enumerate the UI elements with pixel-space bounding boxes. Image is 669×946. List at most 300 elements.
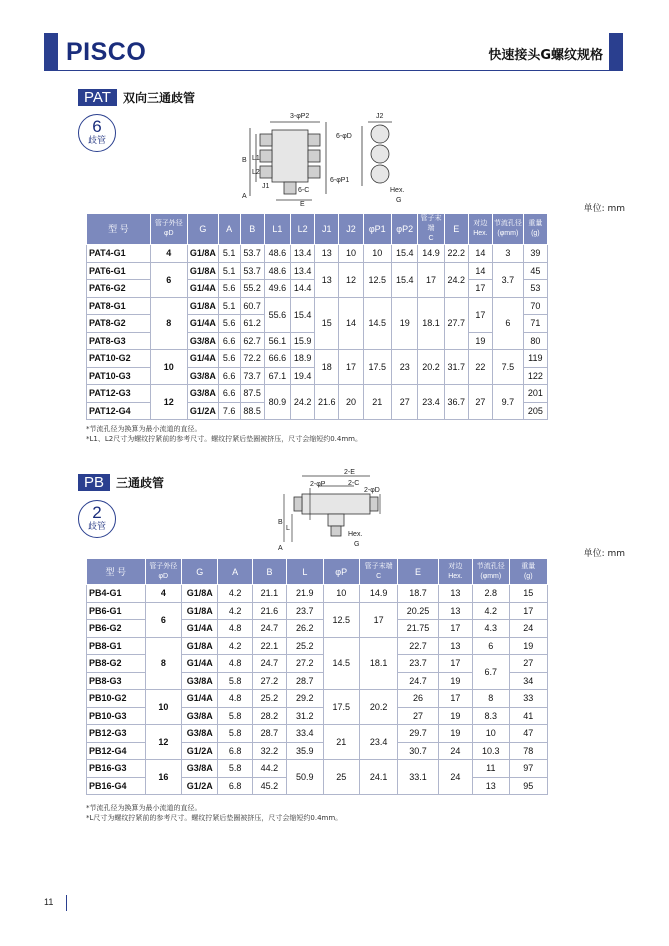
table-cell: 10 [150, 350, 187, 385]
table-cell: 25 [323, 760, 359, 795]
table-cell: 53.7 [240, 245, 264, 263]
pat-column-header: L1 [264, 214, 290, 245]
table-cell: 21.6 [315, 385, 339, 420]
pat-column-header: 重量 (g) [523, 214, 547, 245]
table-cell: 201 [523, 385, 547, 403]
pat-badge-label: 歧管 [87, 136, 106, 146]
pat-column-header: J1 [315, 214, 339, 245]
table-cell: 19 [509, 637, 548, 655]
model-cell: PB16-G4 [87, 777, 146, 795]
pat-header-row [87, 214, 548, 245]
pb-section-heading [78, 474, 164, 491]
table-cell: 22.1 [252, 637, 286, 655]
table-cell: 55.6 [264, 297, 290, 332]
table-cell: 33.4 [287, 725, 323, 743]
table-cell: 66.6 [264, 350, 290, 368]
table-cell: 5.8 [218, 707, 252, 725]
pb-badge-label: 歧管 [87, 522, 106, 532]
table-cell: 10 [323, 585, 359, 603]
table-cell: 15.4 [291, 297, 315, 332]
pb-diagram-label: B [278, 519, 283, 526]
table-cell: 27 [509, 655, 548, 673]
table-cell: 30.7 [398, 742, 438, 760]
table-cell: 11 [473, 760, 509, 778]
model-cell: PB12-G3 [87, 725, 146, 743]
table-cell: G1/2A [182, 777, 218, 795]
table-cell: 14 [339, 297, 363, 350]
pat-column-header: 管子外径 φD [150, 214, 187, 245]
table-cell: 17 [418, 262, 444, 297]
table-cell: 12 [339, 262, 363, 297]
table-cell: G1/8A [182, 602, 218, 620]
pb-column-header: 管子末端 C [359, 559, 397, 585]
pb-diagram-label: 2-φP [310, 481, 326, 488]
table-cell: 32.2 [252, 742, 286, 760]
table-cell: G1/2A [187, 402, 218, 420]
brand-logo: PISCO [66, 38, 147, 66]
model-cell: PAT8-G3 [87, 332, 151, 350]
pat-column-header: B [240, 214, 264, 245]
table-cell: 12.5 [363, 262, 392, 297]
table-cell: 18.7 [398, 585, 438, 603]
table-cell: 12 [150, 385, 187, 420]
table-cell: 33 [509, 690, 548, 708]
table-row [87, 350, 548, 368]
table-cell: 4.8 [218, 620, 252, 638]
table-row [87, 690, 548, 708]
page-title: 快速接头G螺纹规格 [488, 48, 603, 63]
table-row [87, 245, 548, 263]
table-cell: 6.6 [218, 367, 240, 385]
table-cell: 5.8 [218, 672, 252, 690]
model-cell: PB4-G1 [87, 585, 146, 603]
table-cell: 27 [398, 707, 438, 725]
table-cell: 19 [438, 725, 472, 743]
model-cell: PB8-G2 [87, 655, 146, 673]
table-cell: 5.1 [218, 297, 240, 315]
table-cell: 35.9 [287, 742, 323, 760]
table-cell: 20.25 [398, 602, 438, 620]
table-cell: 17 [438, 655, 472, 673]
table-cell: 61.2 [240, 315, 264, 333]
table-cell: G3/8A [187, 385, 218, 403]
table-cell: 13.4 [291, 262, 315, 280]
table-cell: 17 [438, 690, 472, 708]
table-cell: 5.6 [218, 280, 240, 298]
table-cell: 53.7 [240, 262, 264, 280]
table-cell: 80 [523, 332, 547, 350]
pat-note: *L1、L2尺寸为螺纹拧紧前的参考尺寸。螺纹拧紧后垫圈被挤压，尺寸会缩短约0.4mm。 [86, 435, 362, 443]
pb-dimension-drawing [276, 466, 386, 552]
table-cell: G3/8A [182, 707, 218, 725]
table-cell: 8 [145, 637, 181, 690]
model-cell: PB10-G3 [87, 707, 146, 725]
table-cell: 22.2 [444, 245, 468, 263]
table-cell: G1/4A [182, 655, 218, 673]
table-cell: 97 [509, 760, 548, 778]
table-cell: 119 [523, 350, 547, 368]
pb-note: *L尺寸为螺纹拧紧前的参考尺寸。螺纹拧紧后垫圈被挤压，尺寸会缩短约0.4mm。 [86, 814, 343, 822]
table-cell: 70 [523, 297, 547, 315]
table-cell: 8.3 [473, 707, 509, 725]
table-cell: G3/8A [182, 760, 218, 778]
pat-port-count-badge [78, 114, 116, 152]
table-cell: 33.1 [398, 760, 438, 795]
pat-diagram-label: G [396, 197, 402, 204]
model-cell: PAT6-G2 [87, 280, 151, 298]
table-cell: 31.2 [287, 707, 323, 725]
table-cell: 18.9 [291, 350, 315, 368]
table-cell: 27 [392, 385, 418, 420]
pat-column-header: A [218, 214, 240, 245]
table-cell: 13 [473, 777, 509, 795]
pat-note: *节流孔径为换算为最小流道的直径。 [86, 425, 202, 433]
pb-series-tag: PB [78, 474, 110, 491]
table-cell: 19.4 [291, 367, 315, 385]
pb-table-body [87, 585, 548, 795]
table-cell: 87.5 [240, 385, 264, 403]
table-cell: 10 [339, 245, 363, 263]
table-cell: 15.9 [291, 332, 315, 350]
table-cell: 16 [145, 760, 181, 795]
table-cell: 48.6 [264, 245, 290, 263]
pat-diagram-label: J2 [376, 113, 384, 120]
table-cell: 205 [523, 402, 547, 420]
pat-section-heading [78, 89, 195, 106]
table-cell: 24 [438, 760, 472, 795]
table-cell: 10 [473, 725, 509, 743]
table-cell: 88.5 [240, 402, 264, 420]
table-cell: 53 [523, 280, 547, 298]
table-cell: 6 [150, 262, 187, 297]
table-cell: G1/8A [182, 585, 218, 603]
pat-column-header: L2 [291, 214, 315, 245]
pat-diagram-label: B [242, 157, 247, 164]
table-cell: 5.6 [218, 315, 240, 333]
table-cell: 23.7 [287, 602, 323, 620]
table-cell: 14.5 [363, 297, 392, 350]
table-row [87, 297, 548, 315]
table-row [87, 262, 548, 280]
pb-diagram-label: 2-E [344, 469, 355, 476]
table-cell: 6.8 [218, 777, 252, 795]
pb-diagram-label: G [354, 541, 360, 548]
pb-diagram-label: A [278, 545, 283, 552]
table-row [87, 585, 548, 603]
pat-column-header: 型 号 [87, 214, 151, 245]
table-cell: 13 [315, 245, 339, 263]
model-cell: PB10-G2 [87, 690, 146, 708]
pb-series-name: 三通歧管 [116, 476, 165, 490]
table-cell: 19 [438, 672, 472, 690]
table-cell: 21.9 [287, 585, 323, 603]
pb-column-header: 重量 (g) [509, 559, 548, 585]
table-cell: 18.1 [359, 637, 397, 690]
table-cell: 19 [392, 297, 418, 350]
table-cell: 71 [523, 315, 547, 333]
table-cell: 7.5 [492, 350, 523, 385]
model-cell: PAT12-G4 [87, 402, 151, 420]
pat-column-header: 节流孔径 (φmm) [492, 214, 523, 245]
table-cell: 6 [145, 602, 181, 637]
model-cell: PB16-G3 [87, 760, 146, 778]
model-cell: PB12-G4 [87, 742, 146, 760]
table-cell: 12.5 [323, 602, 359, 637]
table-cell: G1/8A [187, 297, 218, 315]
pb-column-header: E [398, 559, 438, 585]
table-cell: 6.7 [473, 655, 509, 690]
table-cell: 6 [473, 637, 509, 655]
table-cell: 27 [468, 385, 492, 420]
table-cell: 24.2 [291, 385, 315, 420]
pat-column-header: 管子末端 C [418, 214, 444, 245]
table-cell: 44.2 [252, 760, 286, 778]
table-cell: 27.7 [444, 297, 468, 350]
model-cell: PAT12-G3 [87, 385, 151, 403]
pat-diagram-label: L1 [252, 155, 260, 162]
model-cell: PAT6-G1 [87, 262, 151, 280]
pb-diagram-label: 2-φD [364, 487, 380, 494]
pb-column-header: 对边 Hex. [438, 559, 472, 585]
pb-note: *节流孔径为换算为最小流道的直径。 [86, 804, 202, 812]
model-cell: PAT4-G1 [87, 245, 151, 263]
table-cell: 5.8 [218, 725, 252, 743]
table-cell: 62.7 [240, 332, 264, 350]
table-cell: 48.6 [264, 262, 290, 280]
table-cell: 17 [339, 350, 363, 385]
table-cell: 31.7 [444, 350, 468, 385]
pat-diagram-label: 3-φP2 [290, 113, 310, 120]
table-cell: 29.7 [398, 725, 438, 743]
table-cell: 2.8 [473, 585, 509, 603]
table-cell: 67.1 [264, 367, 290, 385]
table-cell: G1/4A [187, 315, 218, 333]
table-cell: G3/8A [187, 367, 218, 385]
table-cell: 73.7 [240, 367, 264, 385]
pb-column-header: G [182, 559, 218, 585]
table-cell: 19 [438, 707, 472, 725]
pat-column-header: G [187, 214, 218, 245]
table-cell: G1/2A [182, 742, 218, 760]
table-cell: 21.75 [398, 620, 438, 638]
pb-spec-table [86, 558, 548, 795]
pb-diagram-label: 2-C [348, 480, 360, 487]
page-number: 11 [44, 897, 54, 907]
model-cell: PAT10-G3 [87, 367, 151, 385]
pb-port-count-badge [78, 500, 116, 538]
table-cell: 4.2 [218, 585, 252, 603]
pb-column-header: 节流孔径 (φmm) [473, 559, 509, 585]
pat-dimension-drawing [240, 108, 420, 206]
table-cell: 21.1 [252, 585, 286, 603]
table-cell: 41 [509, 707, 548, 725]
table-cell: 17.5 [363, 350, 392, 385]
table-cell: 50.9 [287, 760, 323, 795]
table-cell: 22 [468, 350, 492, 385]
table-cell: 22.7 [398, 637, 438, 655]
page-number-rule [66, 895, 67, 911]
table-cell: 21 [363, 385, 392, 420]
pat-spec-table [86, 213, 548, 420]
table-cell: 72.2 [240, 350, 264, 368]
table-cell: G1/8A [187, 245, 218, 263]
table-cell: 17 [438, 620, 472, 638]
table-cell: 14.4 [291, 280, 315, 298]
pat-diagram-label: 6-C [298, 187, 310, 194]
table-cell: 7.6 [218, 402, 240, 420]
model-cell: PAT10-G2 [87, 350, 151, 368]
table-cell: 13 [438, 602, 472, 620]
table-cell: 14 [468, 245, 492, 263]
table-cell: G1/8A [182, 637, 218, 655]
table-cell: 14.5 [323, 637, 359, 690]
table-cell: 17 [468, 297, 492, 332]
table-cell: G3/8A [187, 332, 218, 350]
table-cell: 78 [509, 742, 548, 760]
table-row [87, 760, 548, 778]
table-cell: 4.2 [218, 602, 252, 620]
pat-column-header: 对边 Hex. [468, 214, 492, 245]
table-cell: 80.9 [264, 385, 290, 420]
table-cell: 8 [473, 690, 509, 708]
pb-column-header: L [287, 559, 323, 585]
table-cell: 6 [492, 297, 523, 350]
table-cell: 23.4 [418, 385, 444, 420]
table-cell: 47 [509, 725, 548, 743]
table-cell: G1/4A [187, 350, 218, 368]
table-cell: 17 [359, 602, 397, 637]
table-cell: 18.1 [418, 297, 444, 350]
model-cell: PAT8-G1 [87, 297, 151, 315]
header-accent-right [609, 33, 623, 71]
pat-notes [86, 424, 362, 444]
pat-diagram-label: 6-φD [336, 133, 352, 140]
table-cell: 3 [492, 245, 523, 263]
table-cell: 4.3 [473, 620, 509, 638]
table-cell: 24 [509, 620, 548, 638]
pb-diagram-label: Hex. [348, 531, 363, 538]
table-cell: 4.2 [218, 637, 252, 655]
table-cell: 4 [145, 585, 181, 603]
table-cell: 4.8 [218, 690, 252, 708]
header-accent-left [44, 33, 58, 71]
header-rule [44, 70, 623, 71]
pb-diagram-label: L [286, 525, 290, 532]
table-cell: 5.6 [218, 350, 240, 368]
table-cell: 60.7 [240, 297, 264, 315]
table-cell: 25.2 [252, 690, 286, 708]
table-cell: 9.7 [492, 385, 523, 420]
table-cell: 55.2 [240, 280, 264, 298]
table-cell: 18 [315, 350, 339, 385]
pat-column-header: φP1 [363, 214, 392, 245]
table-cell: 56.1 [264, 332, 290, 350]
table-cell: 17 [509, 602, 548, 620]
pat-column-header: φP2 [392, 214, 418, 245]
table-cell: 49.6 [264, 280, 290, 298]
table-cell: 28.7 [287, 672, 323, 690]
table-cell: 24.1 [359, 760, 397, 795]
table-cell: 28.7 [252, 725, 286, 743]
table-cell: 24.7 [252, 655, 286, 673]
table-cell: 13 [438, 637, 472, 655]
table-cell: 26.2 [287, 620, 323, 638]
pat-column-header: E [444, 214, 468, 245]
pb-header-row [87, 559, 548, 585]
table-cell: 20.2 [359, 690, 397, 725]
table-cell: 4.2 [473, 602, 509, 620]
pat-unit: 单位: mm [583, 204, 625, 214]
table-cell: 28.2 [252, 707, 286, 725]
table-cell: 17 [468, 280, 492, 298]
table-cell: 23 [392, 350, 418, 385]
table-cell: 14.9 [359, 585, 397, 603]
table-cell: 39 [523, 245, 547, 263]
model-cell: PB6-G2 [87, 620, 146, 638]
table-cell: G1/4A [182, 620, 218, 638]
table-cell: 26 [398, 690, 438, 708]
table-row [87, 602, 548, 620]
table-cell: 21.6 [252, 602, 286, 620]
table-cell: 27.2 [287, 655, 323, 673]
table-cell: 24.7 [252, 620, 286, 638]
table-cell: 24 [438, 742, 472, 760]
table-cell: 6.6 [218, 332, 240, 350]
table-cell: 24.7 [398, 672, 438, 690]
table-cell: 15.4 [392, 262, 418, 297]
table-cell: 5.1 [218, 262, 240, 280]
table-cell: 24.2 [444, 262, 468, 297]
table-cell: 19 [468, 332, 492, 350]
table-cell: 4 [150, 245, 187, 263]
table-cell: 21 [323, 725, 359, 760]
pat-series-tag: PAT [78, 89, 117, 106]
table-cell: 5.8 [218, 760, 252, 778]
model-cell: PB6-G1 [87, 602, 146, 620]
table-cell: 20 [339, 385, 363, 420]
table-cell: 23.7 [398, 655, 438, 673]
pb-column-header: B [252, 559, 286, 585]
pb-column-header: 型 号 [87, 559, 146, 585]
pat-diagram-label: Hex. [390, 187, 405, 194]
table-cell: 14.9 [418, 245, 444, 263]
table-cell: 20.2 [418, 350, 444, 385]
pat-badge-number: 6 [92, 117, 102, 136]
table-cell: 45 [523, 262, 547, 280]
table-cell: 6.8 [218, 742, 252, 760]
table-cell: 3.7 [492, 262, 523, 297]
table-cell: G3/8A [182, 672, 218, 690]
table-cell: 17.5 [323, 690, 359, 725]
table-row [87, 637, 548, 655]
model-cell: PB8-G3 [87, 672, 146, 690]
table-cell: 13 [438, 585, 472, 603]
table-cell: 15 [315, 297, 339, 350]
pb-notes [86, 803, 342, 823]
table-cell: 15.4 [392, 245, 418, 263]
model-cell: PB8-G1 [87, 637, 146, 655]
table-cell: 23.4 [359, 725, 397, 760]
pat-diagram-label: E [300, 201, 305, 206]
table-cell: 15 [509, 585, 548, 603]
table-cell: 27.2 [252, 672, 286, 690]
table-cell: 13.4 [291, 245, 315, 263]
table-cell: 45.2 [252, 777, 286, 795]
table-cell: G1/8A [187, 262, 218, 280]
table-cell: 5.1 [218, 245, 240, 263]
pat-diagram-label: J1 [262, 183, 270, 190]
table-cell: G1/4A [187, 280, 218, 298]
